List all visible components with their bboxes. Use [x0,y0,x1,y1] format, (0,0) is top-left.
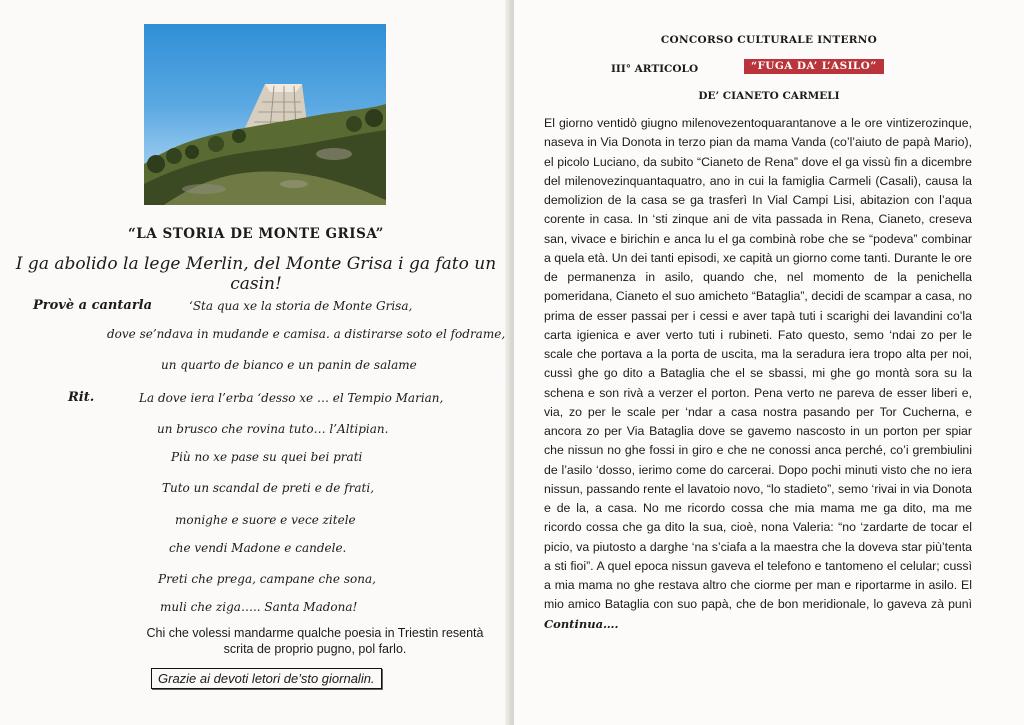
poem-line: Preti che prega, campane che sona, [158,572,376,586]
temple-hill-illustration [144,24,386,205]
poem-line: muli che ziga….. Santa Madona! [160,600,358,614]
monte-grisa-photo [144,24,386,205]
poem-line: Più no xe pase su quei bei prati [171,450,363,464]
poem-line: monighe e suore e vece zitele [175,513,356,527]
show-through-text [119,60,132,106]
right-page [514,0,1024,725]
contest-header: CONCORSO CULTURALE INTERNO [660,34,878,46]
thanks-box: Grazie ai devoti letori de’sto giornalin. [151,668,382,689]
poem-line: dove se’ndava in mudande e camisa. a distirarse soto el fodrame, [107,327,506,341]
poem-line: Tuto un scandal de preti e de frati, [162,481,375,495]
poem-line: La dove iera l’erba ‘desso xe … el Tempio Marian, [139,391,444,405]
article-number: III° ARTICOLO [611,63,699,75]
poem-line: un brusco che rovina tuto… l’Altipian. [157,422,389,436]
continua-label: Continua…. [544,616,619,631]
poem-line: che vendi Madone e candele. [169,541,347,555]
story-body [544,114,972,634]
poem-line: ‘Sta qua xe la storia de Monte Grisa, [189,299,413,313]
poem-title: “LA STORIA DE MONTE GRISA” [128,226,384,242]
closing-note: Chi che volessi mandarme qualche poesia in Triestin resentà scrita de proprio pugno, pol farlo. [146,626,484,656]
poem-line: un quarto de bianco e un panin de salame [161,358,417,372]
poem-subtitle: I ga abolido la lege Merlin, del Monte Grisa i ga fato un casin! [15,254,497,294]
chorus-label: Rit. [68,390,95,405]
article-author: DE’ CIANETO CARMELI [698,90,840,102]
try-singing-label: Provè a cantarla [33,298,153,313]
story-text: El giorno ventidò giugno milenovezentoquarantanove a le ore vintizerozinque, naseva in Via Donota in terzo pian da mama Vanda (co’l’aiuto de papà Mario), el picolo Luciano, da subito “Cianeto de Rena” dove el ga vissù fin a dicembre del milenovezinquantaquatro, ano in cui la famiglia Carmeli (Casali), causa la demolizion de la casa se ga trasferì In Vial Campi Lisi, abitazion con l’aqua corente in casa. In ‘sti zinque ani de vita passada in Rena, Cianeto, creseva san, vivace e birichin e anca lu el ga combinà robe che se “podeva” combinar a quela età. Un dei tanti episodi, xe capità un giorno come tanti. Durante le ore de permanenza in asilo, quando che, nel momento de la penichella pomeridana, Cianeto el suo amicheto “Bataglia”, decidi de scampar a casa, no prima de esser passai per i cessi e aver tapà tuti i scarighi dei lavandini co’la carta igienica e aver verto tuti i rubineti. Fato questo, semo ‘ndai zo per le scale che portava a la porta de uscita, ma la seradura iera tropo alta per noi, cussì ghe go dito a Bataglia che el se sbassi, mi ghe go montà sora su la schena e son rivà a verzer el porton. Pena verto ne pareva de esser liberi e, via, zo per le scale per ‘ndar a casa nostra pasando per Tor Cucherna, e ancora zo per Via Bataglia dove se gavemo nascosto in un porton per spiar che nissun no ghe fossi in giro e che ne conossi anca perché, co’i grembiulini de l’asilo ‘dosso, ierimo come do carcerai. Dopo pochi minuti visto che no iera nissun, passando rente el lavatoio novo, “lo stadieto”, semo ‘rivai in via Donota e de la, a casa. No me ricordo cossa che mia mama me ga dito, ma me ricordo cossa che ga dito la sua, cioè, nona Valeria: “no ‘zardarte de tocar el picio, va piutosto a darghe ‘na s’ciafa a la maestra che la doveva star più’tenta a sti fioi”. A quel epoca nissun gaveva el telefono e tantomeno el celular; cussì a mia mama no ghe restava altro che ciorme per man e riportarme in asilo. El mio amico Bataglia con suo papà, che de bon meridionale, lo gaveva zà punì [544,116,972,612]
article-title: “FUGA DA’ L’ASILO” [744,59,884,74]
